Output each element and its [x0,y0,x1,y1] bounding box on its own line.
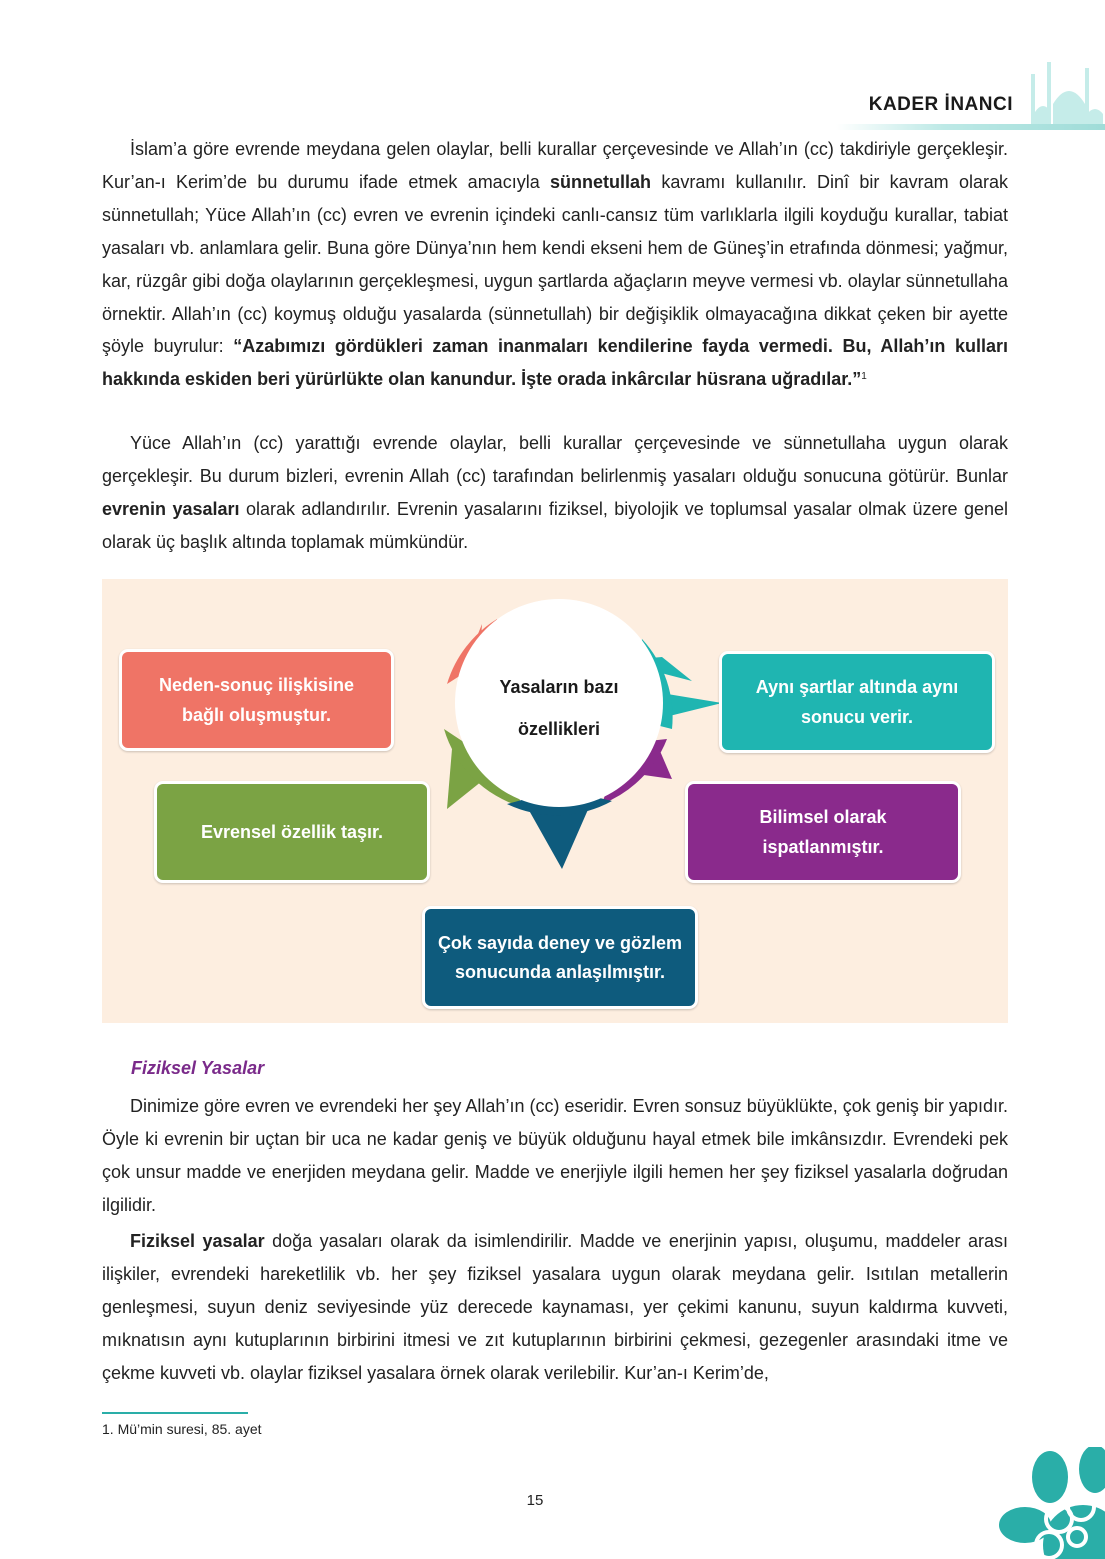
box-bilimsel [685,781,961,883]
center-circle [455,599,663,807]
center-label-line2: özellikleri [517,719,601,739]
p1-text-a: İslam’a göre evrende meydana gelen olaylar, belli kurallar çerçevesinde ve Allah’ın (cc) takdiriyle gerçekleşir. Kur’an-ı Kerim’de bu durumu ifade etmek amacıyla [102,139,1008,192]
p4-term-fiziksel-yasalar: Fiziksel yasalar [130,1231,265,1251]
mosque-silhouette-icon [1025,54,1105,130]
footnote-divider [102,1412,248,1414]
p2-text-c: olarak adlandırılır. Evrenin yasalarını fiziksel, biyolojik ve toplumsal yasalar olmak üzere genel olarak üç başlık altında toplamak mümkündür. [102,498,1009,552]
box-evrensel [154,781,430,883]
p2-text-a: Yüce Allah’ın (cc) yarattığı evrende olaylar, belli kurallar çerçevesinde ve sünnetullaha uygun olarak gerçekleşir. Bu durum bizleri, evrenin Allah (cc) tarafından belirlenmiş yasaları olduğu sonucuna götürür. Bunlar [102,433,1008,486]
paragraph-sunnetullah [102,133,1008,396]
footnote: 1. Mü’min suresi, 85. ayet [102,1421,262,1437]
p1-verse-quote: “Azabımızı gördükleri zaman inanmaları kendilerine fayda vermedi. Bu, Allah’ın kulları hakkında eskiden beri yürürlükte olan kanundur. İşte orada inkârcılar hüsrana uğradılar.” [102,336,1008,390]
p3-text: Dinimize göre evren ve evrendeki her şey Allah’ın (cc) eseridir. Evren sonsuz büyüklükte, çok geniş bir yapıdır. Öyle ki evrenin bir uçtan bir uca ne kadar geniş ve büyük olduğunu hayal etmek bile imkânsızdır. Evrendeki pek çok unsur madde ve enerjiden meydana gelir. Madde ve enerjiyle ilgili hemen her şey fiziksel yasalarla doğrudan ilgilidir. [102,1096,1008,1215]
section-heading-fiziksel-yasalar: Fiziksel Yasalar [131,1058,265,1078]
header-divider [836,124,1105,130]
box-cok-sayida-text: Çok sayıda deney ve gözlem sonucunda anlaşılmıştır. [437,932,683,982]
p2-term-evrenin-yasalari: evrenin yasaları [102,498,240,519]
box-ayni-sartlar [719,651,995,753]
p4-text: doğa yasaları olarak da isimlendirilir. Madde ve enerjinin yapısı, oluşumu, maddeler arası ilişkiler, evrendeki hareketlilik vb. her şey fiziksel yasalara uygun olarak meydana gelir. Isıtılan metallerin genleşmesi, suyun deniz seviyesinde yüz derecede kaynaması, yer çekimi kanunu, suyun kaldırma kuvveti, mıknatısın aynı kutuplarının birbirini itmesi ve zıt kutuplarının birbirini çekmesi, gezegenler arasındaki itme ve çekme kuvveti vb. olaylar fiziksel yasalara örnek olarak verilebilir. Kur’an-ı Kerim’de, [102,1231,1009,1383]
decorative-flower-icon [995,1447,1105,1559]
p1-term-sunnetullah: sünnetullah [550,171,652,192]
center-label-line1: Yasaların bazı [499,677,619,697]
box-ayni-sartlar-text: Aynı şartlar altında aynı sonucu verir. [755,677,959,727]
paragraph-evrenin-yasalari [102,427,1008,559]
laws-properties-diagram [102,579,1008,1023]
box-evrensel-text: Evrensel özellik taşır. [200,822,384,842]
page-number: 15 [526,1492,544,1509]
box-neden-sonuc-text: Neden-sonuç ilişkisine bağlı oluşmuştur. [158,675,355,725]
p1-text-c: kavramı kullanılır. Dinî bir kavram olarak sünnetullah; Yüce Allah’ın (cc) evren ve evrenin içindeki canlı-cansız tüm varlıklarla ilgili koyduğu kurallar, tabiat yasaları vb. anlamlara gelir. Buna göre Dünya’nın hem kendi ekseni hem de Güneş’in etrafında dönmesi; yağmur, kar, rüzgâr gibi doğa olaylarının gerçekleşmesi, uygun şartlarda ağaçların meyve vermesi vb. olaylar sünnetullaha örnektir. Allah’ın (cc) koymuş olduğu yasalarda (sünnetullah) bir değişiklik olmayacağına dikkat çeken bir ayette şöyle buyrulur: [102,171,1008,357]
box-cok-sayida [422,906,698,1009]
chapter-title: KADER İNANCI [868,94,1013,115]
footnote-ref[interactable]: 1 [861,371,867,383]
box-bilimsel-text: Bilimsel olarak ispatlanmıştır. [759,807,887,857]
paragraph-fiziksel-yasalar [102,1225,1008,1390]
box-neden-sonuc [119,649,394,751]
paragraph-evren [102,1090,1008,1222]
